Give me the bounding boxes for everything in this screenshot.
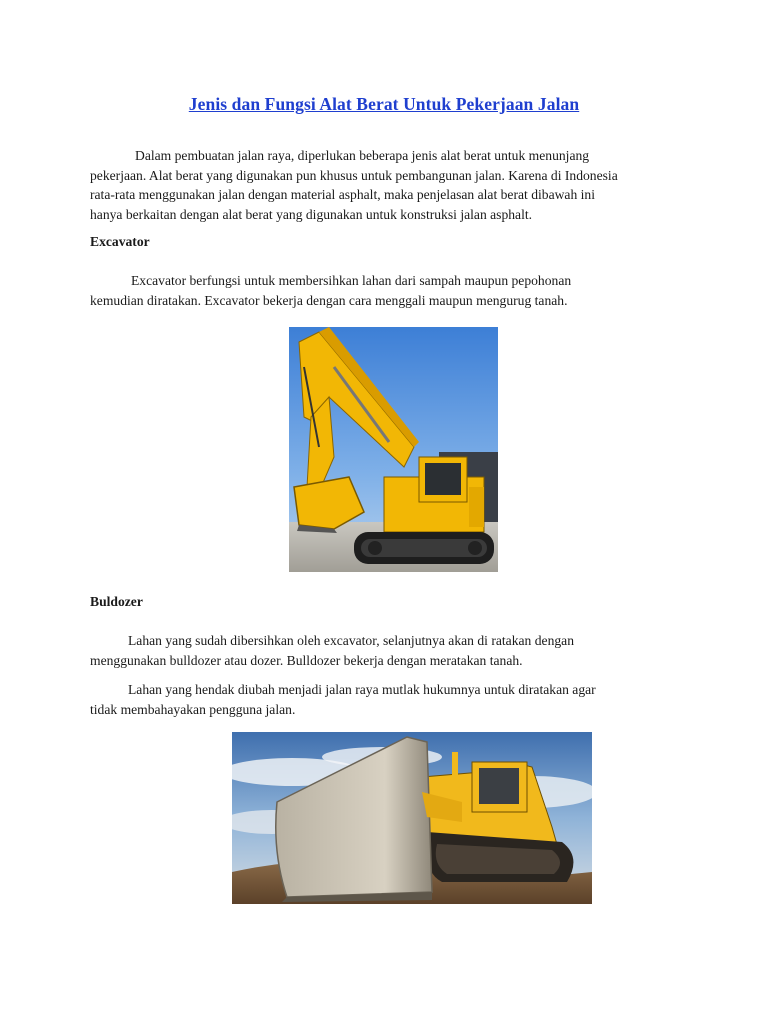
intro-line-4: hanya berkaitan dengan alat berat yang digunakan untuk konstruksi jalan asphalt. xyxy=(90,206,533,222)
intro-line-3: rata-rata menggunakan jalan dengan material asphalt, maka penjelasan alat berat dibawah ini xyxy=(90,187,596,202)
bulldozer-p1-line-2: menggunakan bulldozer atau dozer. Bulldozer bekerja dengan meratakan tanah. xyxy=(90,652,523,668)
bulldozer-paragraph-1 xyxy=(90,631,690,670)
bulldozer-paragraph-2 xyxy=(90,680,690,719)
document-title: Jenis dan Fungsi Alat Berat Untuk Pekerjaan Jalan xyxy=(188,94,580,114)
excavator-line-2: kemudian diratakan. Excavator bekerja dengan cara menggali maupun mengurug tanah. xyxy=(90,292,568,308)
bulldozer-p2-line-2: tidak membahayakan pengguna jalan. xyxy=(90,701,296,717)
bulldozer-photo xyxy=(232,732,592,904)
excavator-paragraph xyxy=(90,271,690,310)
intro-paragraph xyxy=(90,146,690,224)
intro-line-1: Dalam pembuatan jalan raya, diperlukan beberapa jenis alat berat untuk menunjang xyxy=(135,148,590,163)
excavator-photo xyxy=(289,327,498,572)
excavator-heading: Excavator xyxy=(90,234,150,249)
bulldozer-heading: Buldozer xyxy=(90,594,143,609)
intro-line-2: pekerjaan. Alat berat yang digunakan pun khusus untuk pembangunan jalan. Karena di Indonesia xyxy=(90,167,618,183)
bulldozer-p1-line-1: Lahan yang sudah dibersihkan oleh excavator, selanjutnya akan di ratakan dengan xyxy=(128,633,574,648)
excavator-line-1: Excavator berfungsi untuk membersihkan lahan dari sampah maupun pepohonan xyxy=(131,273,572,288)
bulldozer-p2-line-1: Lahan yang hendak diubah menjadi jalan raya mutlak hukumnya untuk diratakan agar xyxy=(128,682,596,697)
